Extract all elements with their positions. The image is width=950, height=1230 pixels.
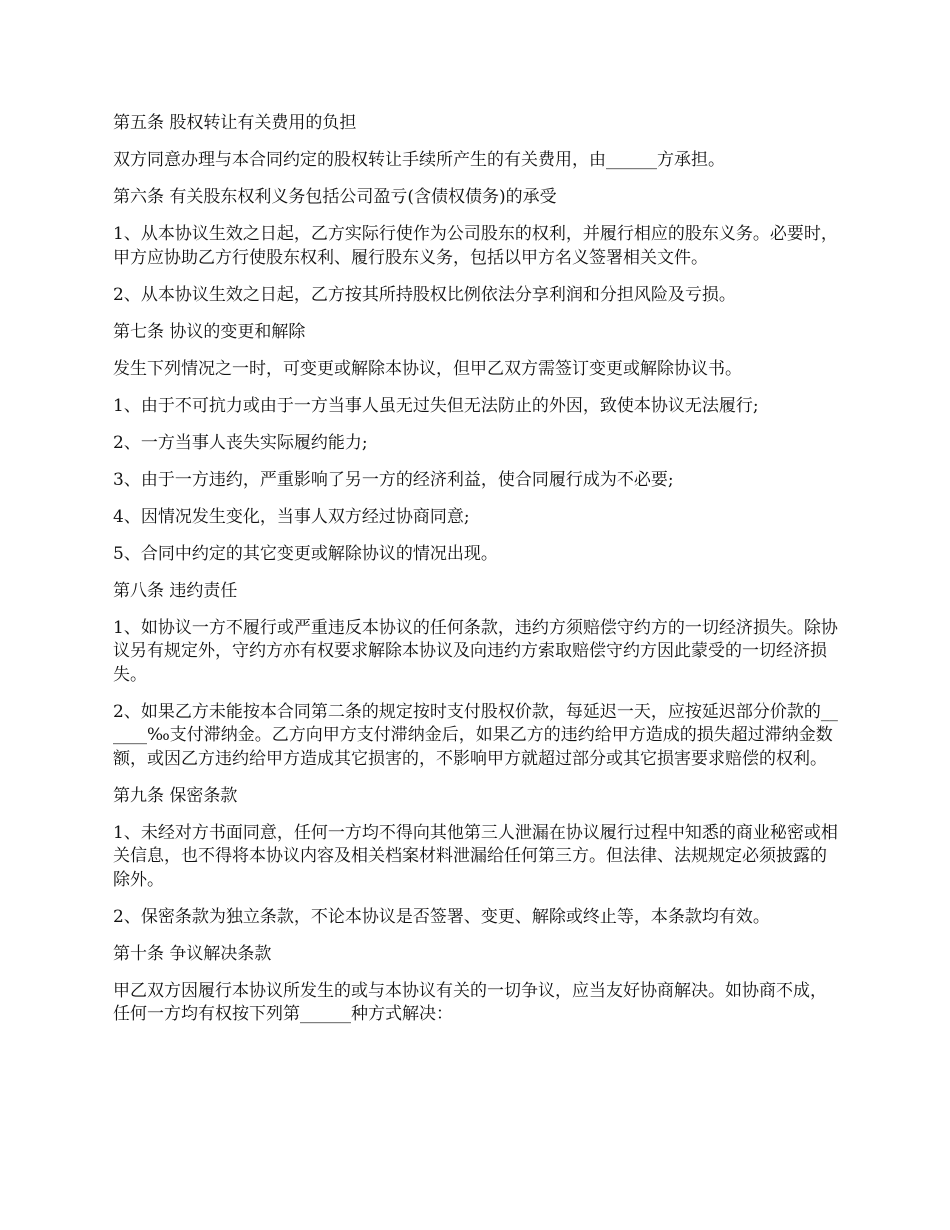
article-8-clause-2: 2、如果乙方未能按本合同第二条的规定按时支付股权价款，每延迟一天，应按延迟部分价款的______‰支付滞纳金。乙方向甲方支付滞纳金后，如果乙方的违约给甲方造成的损失超过滞纳金数额，或因乙方违约给甲方造成其它损害的，不影响甲方就超过部分或其它损害要求赔偿的权利。 <box>113 701 838 769</box>
article-10-body: 甲乙双方因履行本协议所发生的或与本协议有关的一切争议，应当友好协商解决。如协商不成，任何一方均有权按下列第______种方式解决： <box>113 980 827 1024</box>
article-6-clause-2: 2、从本协议生效之日起，乙方按其所持股权比例依法分享利润和分担风险及亏损。 <box>113 284 736 305</box>
article-9-clause-2: 2、保密条款为独立条款，不论本协议是否签署、变更、解除或终止等，本条款均有效。 <box>113 906 770 927</box>
article-6-heading: 第六条 有关股东权利义务包括公司盈亏(含债权债务)的承受 <box>113 187 557 207</box>
article-5-heading: 第五条 股权转让有关费用的负担 <box>113 113 357 133</box>
article-8-clause-1: 1、如协议一方不履行或严重违反本协议的任何条款，违约方须赔偿守约方的一切经济损失。除协议另有规定外，守约方亦有权要求解除本协议及向违约方索取赔偿守约方因此蒙受的一切经济损失。 <box>113 617 838 685</box>
article-8-heading: 第八条 违约责任 <box>113 580 238 601</box>
article-6-clause-1: 1、从本协议生效之日起，乙方实际行使作为公司股东的权利，并履行相应的股东义务。必要时，甲方应协助乙方行使股东权利、履行股东义务，包括以甲方名义签署相关文件。 <box>113 224 838 268</box>
article-10-heading: 第十条 争议解决条款 <box>113 943 272 964</box>
article-9-clause-1: 1、未经对方书面同意，任何一方均不得向其他第三人泄漏在协议履行过程中知悉的商业秘密或相关信息，也不得将本协议内容及相关档案材料泄漏给任何第三方。但法律、法规规定必须披露的除外。 <box>113 822 838 890</box>
article-5-body: 双方同意办理与本合同约定的股权转让手续所产生的有关费用，由______方承担。 <box>113 150 725 170</box>
article-7-intro: 发生下列情况之一时，可变更或解除本协议，但甲乙双方需签订变更或解除协议书。 <box>113 358 742 379</box>
article-7-item-3: 3、由于一方违约，严重影响了另一方的经济利益，使合同履行成为不必要; <box>113 469 674 490</box>
article-7-heading: 第七条 协议的变更和解除 <box>113 321 306 342</box>
article-7-item-2: 2、一方当事人丧失实际履约能力; <box>113 432 368 453</box>
article-7-item-1: 1、由于不可抗力或由于一方当事人虽无过失但无法防止的外因，致使本协议无法履行; <box>113 395 759 416</box>
article-7-item-4: 4、因情况发生变化，当事人双方经过协商同意; <box>113 506 470 527</box>
document-page <box>113 112 843 1040</box>
article-7-item-5: 5、合同中约定的其它变更或解除协议的情况出现。 <box>113 543 498 564</box>
article-9-heading: 第九条 保密条款 <box>113 785 238 806</box>
